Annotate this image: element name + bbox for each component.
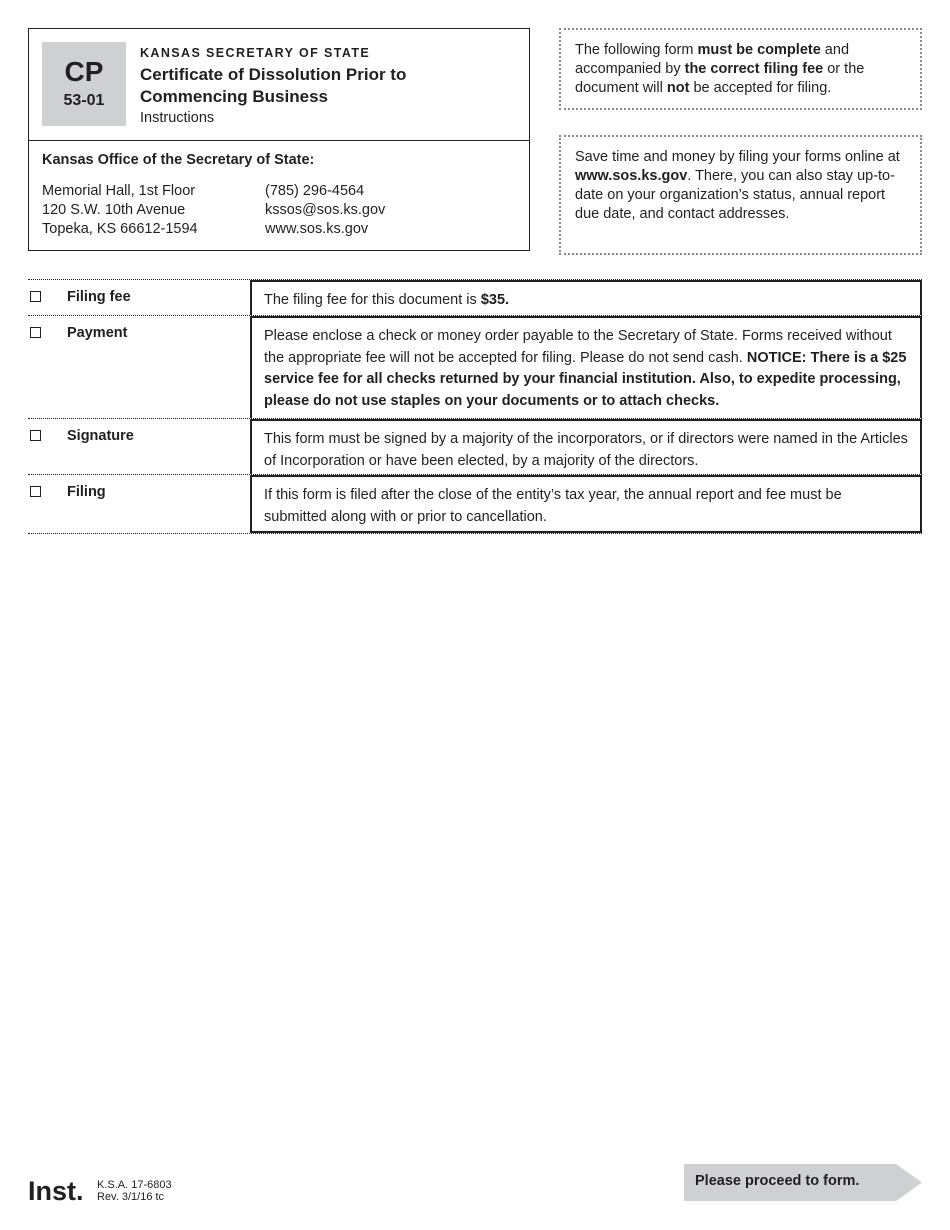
website-link: www.sos.ks.gov <box>575 168 688 184</box>
row-text: The filing fee for this document is <box>264 292 481 308</box>
row-header <box>28 419 250 474</box>
row-label: Filing <box>67 484 106 500</box>
notice-text: and accompanied by <box>575 42 850 77</box>
header-divider <box>29 140 529 141</box>
row-content <box>250 475 922 533</box>
checkbox-payment[interactable] <box>30 327 41 338</box>
notice-text: Save time and money by filing your forms online at <box>575 149 900 165</box>
row-text: This form must be signed by a majority of the incorporators, or if directors were named in the Articles of Incorporation or have been elected, by a majority of the directors. <box>264 431 908 469</box>
revision: Rev. 3/1/16 tc <box>97 1191 165 1203</box>
notice-text: or the document will <box>575 61 865 96</box>
notice-text: be accepted for filing. <box>689 80 832 96</box>
office-heading: Kansas Office of the Secretary of State: <box>42 152 315 168</box>
form-header <box>28 28 530 251</box>
checkbox-filing-fee[interactable] <box>30 291 41 302</box>
notice-text: The following form <box>575 42 698 58</box>
row-content <box>250 419 922 474</box>
checkbox-filing[interactable] <box>30 486 41 497</box>
checklist-row-filing-fee <box>28 279 922 315</box>
inst-label: Inst. <box>28 1176 84 1206</box>
address-line-2: 120 S.W. 10th Avenue <box>42 202 186 218</box>
statute: K.S.A. 17-6803 <box>97 1179 172 1191</box>
row-content <box>250 280 922 315</box>
form-title: Certificate of Dissolution Prior to Commencing Business <box>140 65 407 106</box>
office-phone: (785) 296-4564 <box>265 183 365 199</box>
form-subtitle: Instructions <box>140 110 215 126</box>
checkbox-signature[interactable] <box>30 430 41 441</box>
row-bold-text: $35. <box>480 292 510 308</box>
row-header <box>28 280 250 315</box>
notice-bold: not <box>666 80 690 96</box>
proceed-to-form-button[interactable] <box>684 1164 922 1201</box>
proceed-label: Please proceed to form. <box>695 1173 860 1189</box>
online-filing-notice <box>559 135 922 255</box>
form-code: CP <box>64 56 104 87</box>
row-content <box>250 316 922 418</box>
row-label: Signature <box>67 428 134 444</box>
notice-bold: must be complete <box>697 42 821 58</box>
row-label: Payment <box>67 325 128 341</box>
address-line-3: Topeka, KS 66612-1594 <box>42 221 198 237</box>
notice-bold: the correct filing fee <box>684 61 824 77</box>
completeness-notice <box>559 28 922 110</box>
checklist-row-payment <box>28 315 922 418</box>
row-bold-text: NOTICE: There is a $25 service fee for all checks returned by your financial institution. Also, to expedite processing, please do not use staples on your documents or to attach checks. <box>264 349 907 409</box>
checklist-row-signature <box>28 418 922 474</box>
office-email: kssos@sos.ks.gov <box>265 202 386 218</box>
row-header <box>28 316 250 418</box>
form-number: 53-01 <box>63 92 105 109</box>
notice-text: . There, you can also stay up-to-date on your organization’s status, annual report due date, and contact addresses. <box>575 168 895 222</box>
row-header <box>28 475 250 533</box>
instructions-checklist <box>28 279 922 534</box>
row-text: If this form is filed after the close of the entity’s tax year, the annual report and fee must be submitted along with or prior to cancellation. <box>264 487 842 525</box>
office-address <box>42 182 198 239</box>
address-line-1: Memorial Hall, 1st Floor <box>42 183 196 199</box>
statute-reference <box>97 1179 172 1203</box>
row-label: Filing fee <box>67 289 131 305</box>
office-contact <box>265 182 385 239</box>
row-text: Please enclose a check or money order payable to the Secretary of State. Forms received without the appropriate fee will not be accepted for filing. Please do not send cash. <box>264 328 892 366</box>
checklist-row-filing <box>28 474 922 534</box>
form-code-badge <box>42 42 126 126</box>
office-website: www.sos.ks.gov <box>265 221 369 237</box>
agency-name: KANSAS SECRETARY OF STATE <box>140 46 371 60</box>
